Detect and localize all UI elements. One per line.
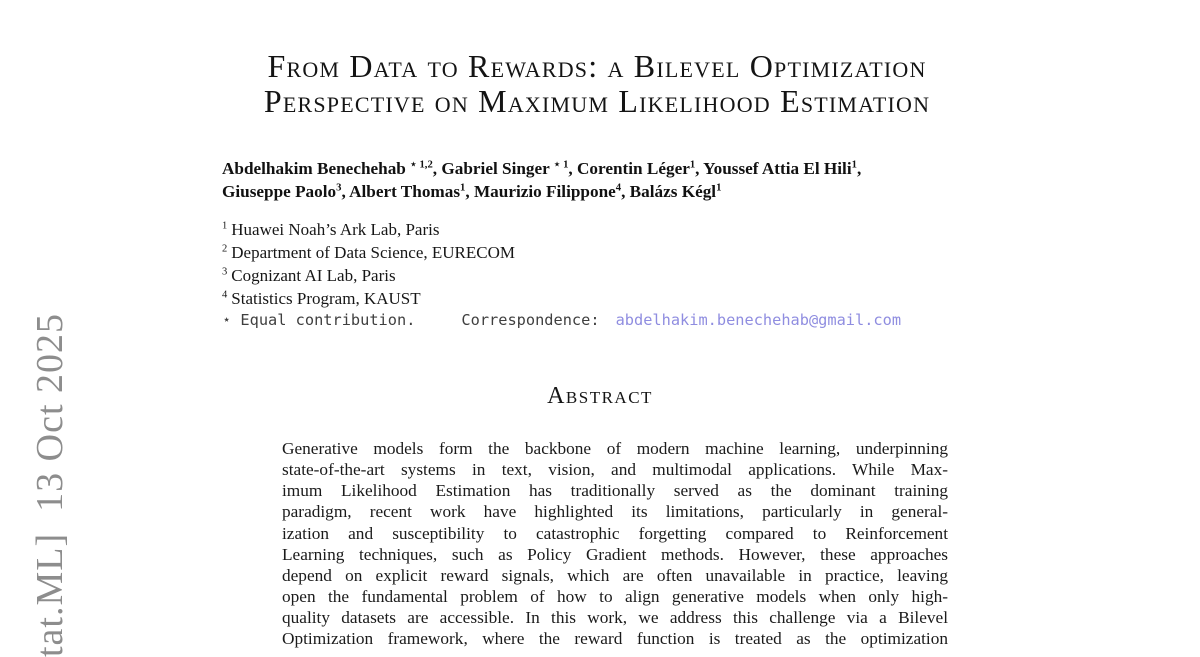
affiliation-item bbox=[222, 265, 822, 288]
abstract-line: Optimization framework, where the reward function is treated as the optimization bbox=[282, 629, 948, 649]
author-superscript: ⋆ 1,2 bbox=[410, 159, 433, 171]
abstract-line: depend on explicit reward signals, which are often unavailable in practice, leaving bbox=[282, 565, 948, 585]
author-superscript: 4 bbox=[615, 182, 622, 194]
abstract-line: Generative models form the backbone of modern machine learning, underpinning bbox=[282, 439, 948, 458]
abstract-line: open the fundamental problem of how to align generative models when only high- bbox=[282, 586, 948, 606]
abstract-line: state-of-the-art systems in text, vision, and multimodal applications. While Max- bbox=[282, 460, 948, 480]
affiliation-superscript: 3 bbox=[222, 266, 228, 278]
author-superscript: 3 bbox=[336, 182, 342, 194]
equal-contribution-note: ⋆ Equal contribution. bbox=[222, 311, 416, 329]
abstract-heading: Abstract bbox=[547, 383, 653, 409]
affiliation-text: Huawei Noah’s Ark Lab, Paris bbox=[231, 220, 440, 239]
affiliation-text: Department of Data Science, EURECOM bbox=[231, 242, 515, 262]
paper-title bbox=[0, 49, 1194, 119]
author-name: , Albert Thomas bbox=[341, 182, 461, 201]
author-superscript: ⋆ 1 bbox=[553, 159, 569, 171]
author-superscript: 1 bbox=[851, 159, 857, 171]
abstract-line: quality datasets are accessible. In this work, we address this challenge via a Bilevel bbox=[282, 608, 948, 628]
arxiv-stamp: tat.ML] 13 Oct 2025 bbox=[29, 312, 71, 657]
affiliation-item bbox=[222, 242, 822, 265]
author-name: , Maurizio Filippone bbox=[465, 182, 616, 201]
author-name: Giuseppe Paolo bbox=[222, 182, 337, 201]
author-name: , Balázs Kégl bbox=[621, 182, 717, 201]
affiliation-item bbox=[222, 219, 822, 242]
author-superscript: 1 bbox=[460, 182, 466, 194]
author-name: , bbox=[856, 159, 862, 178]
abstract-line: Learning techniques, such as Policy Gradient methods. However, these approaches bbox=[282, 544, 948, 564]
correspondence-label: Correspondence: bbox=[461, 311, 600, 329]
abstract-body bbox=[282, 438, 948, 649]
abstract-line: imum Likelihood Estimation has traditionally served as the dominant training bbox=[282, 481, 948, 501]
affiliation-superscript: 4 bbox=[222, 289, 228, 301]
author-name: , Gabriel Singer bbox=[432, 159, 554, 178]
affiliation-text: Statistics Program, KAUST bbox=[231, 288, 421, 308]
affiliation-superscript: 1 bbox=[222, 220, 228, 232]
paper-title-line1: From Data to Rewards: a Bilevel Optimization bbox=[267, 48, 927, 84]
paper-title-line2: Perspective on Maximum Likelihood Estimation bbox=[263, 83, 931, 119]
abstract-line: paradigm, recent work have highlighted its limitations, particularly in general- bbox=[282, 502, 948, 522]
author-line bbox=[222, 157, 1012, 180]
author-name: Abdelhakim Benechehab bbox=[222, 159, 411, 178]
affiliation-text: Cognizant AI Lab, Paris bbox=[231, 265, 396, 285]
correspondence-email[interactable]: abdelhakim.benechehab@gmail.com bbox=[615, 311, 902, 329]
author-name: , Youssef Attia El Hili bbox=[695, 159, 852, 178]
affiliations-block bbox=[222, 219, 822, 311]
affiliation-item bbox=[222, 288, 822, 311]
authors-block bbox=[222, 157, 1012, 203]
author-name: , Corentin Léger bbox=[568, 159, 690, 178]
affiliation-superscript: 2 bbox=[222, 243, 228, 255]
author-superscript: 1 bbox=[689, 159, 696, 171]
abstract-line: ization and susceptibility to catastrophic forgetting compared to Reinforcement bbox=[282, 523, 948, 543]
footnote-line bbox=[222, 311, 982, 329]
author-superscript: 1 bbox=[716, 182, 722, 194]
author-line bbox=[222, 180, 1012, 203]
